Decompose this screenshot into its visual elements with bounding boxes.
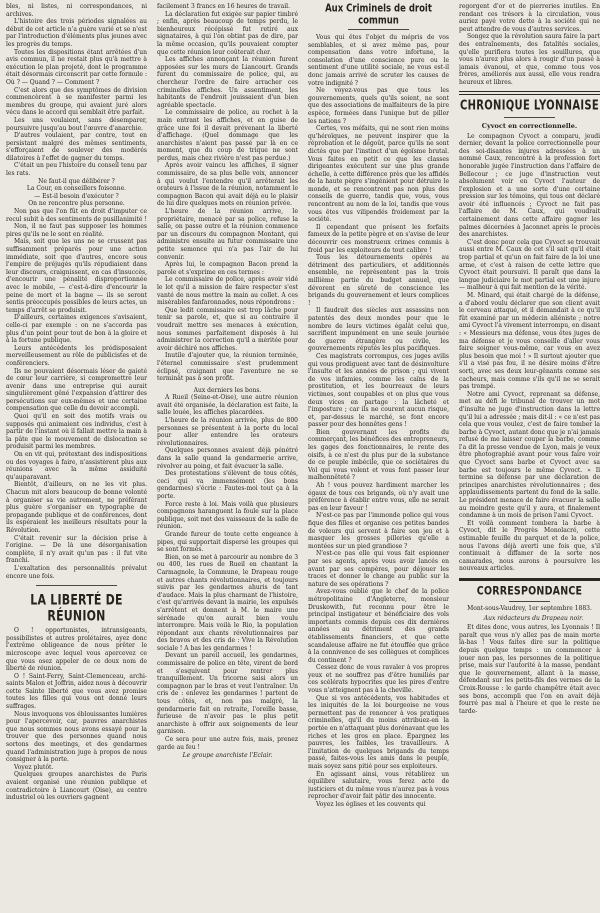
paragraph: Ils ne pouvaient désormais léser de gaieté de cœur leur carrière, si compromettre leur avenir dans une entreprise qui aurait singulièrement gêné l'expansion d'attirer des persécutions sur eux-mêmes et une certaine compensation que celle du devoir accompli. — [6, 367, 147, 413]
paragraph: Non pas que l'on fût en droit d'imputer ce recul subit à des sentiments de pusillanimité ! — [6, 208, 147, 223]
paragraph: Inutile d'ajouter que, la réunion terminée, l'éternel commissaire s'est prudemment éclipsé, craignant que l'aventure ne se terminât pas à son profit. — [157, 352, 298, 383]
paragraph: Ne voyez-vous pas que tous les gouvernements, quels qu'ils soient, ne sont que des associations de malfaiteurs de la pire espèce, formées dans l'unique but de piller les nations ? — [308, 87, 449, 125]
verse-line: On ne rencontre plus personne. — [28, 200, 125, 208]
paragraph: Grande fureur de toute cette engeance à pipes, qui supportait dispersé les groupes qui se sont formés. — [157, 530, 298, 554]
paragraph: L'heure de la réunion arrive, le propriétaire, menacé par sa police, refuse la salle, on passe outre et la réunion commence par un discours du compagnon Montant, qui administre ensuite au futur commissaire une petite semonce qui n'a pas l'air de lui convenir. — [157, 208, 298, 261]
section-heading: CHRONIQUE LYONNAISE — [459, 98, 600, 114]
paragraph: C'était un peu l'histoire du conseil tenu par les rats. — [6, 162, 147, 178]
paragraph: L'heure de la réunion arrivée, plus de 800 personnes se présentent à la porte du local pour aller entendre les orateurs révolutionnaires. — [157, 417, 298, 447]
paragraph: Bien, on se met à parcourir au nombre de 3 ou 400, les rues de Rueil en chantant la Carmagnole, la Commune, le Drapeau rouge et autres chants révolutionnaires, et toujours suivis par les gendarmes ahuris de tant d'audace. Mais la plus charmant de l'histoire, c'est qu'arrivés devant la mairie, les expulsés s'arrêtent et donnent à M. le maire une sérénade qu'on aurait bien voulu interrompre. Mais voilà le Rio, la population répondant aux chants révolutionnaires par des bravos et des cris de : Vive la Révolution sociale ! A bas les gendarmes ! — [157, 553, 298, 652]
salutation: Aux rédacteurs du Drapeau noir. — [483, 614, 584, 622]
paragraph: Leurs antécédents les prédisposaient merveilleusement au rôle de publicistes et de conférenciers. — [6, 344, 147, 367]
column-1 — [6, 3, 147, 913]
paragraph: O ! opportunistes, intransigeants, possibilistes et autres prolétaires, ayez donc l'extrême obligeance de nous prêter le microscope avec lequel vous apercevez ce que vous osez appeler de ce doux nom de liberté de réunion. — [6, 627, 147, 673]
divider — [348, 29, 409, 30]
paragraph: Bien gouvernant les profits du commerçant, les bénéfices des entrepreneurs, les gages des fonctionnaires, le rente des oisifs, à ce n'est du plus pur de la substance de ce peuple imbécile, que ce sociétaires du Vol qui vous volent et vous font passer leur malhonnêteté ? — [308, 428, 449, 482]
paragraph: Nous invoquons vos éblouissantes lumières pour l'apercevoir, car, pauvres anarchistes que nous sommes nous avons essayé pour la trouver que des personnes quand nous sortons des meetings, et des gendarmes quand l'administration juge à propos de nous consigner à la porte. — [6, 710, 147, 764]
divider — [459, 578, 600, 581]
column-3 — [308, 3, 449, 913]
paragraph: A Rueil (Seine-et-Oise), une autre réunion avait été organisée, la déclaration est faite, la salle louée, les affiches placardées. — [157, 394, 298, 417]
paragraph: On en vit qui, prétextant des indispositions ou des voyages à faire, n'assistèrent plus aux réunions avec la même assiduité qu'auparavant. — [6, 451, 147, 481]
paragraph: Les affiches annonçant la réunion furent apposées sur les murs de Liancourt. Grands furent du commissaire de police, qui, au chercheur l'ordre de faire arracher ces criminelles affiches. Un assentiment, les habitants de l'endroit jouissaient d'un bien agréable spectacle. — [157, 56, 298, 109]
paragraph: Après avoir vaincu les affiches, il signer commissaire, de sa plus belle voix, annoncer à qui voulut l'entendre qu'il arrêterait les orateurs à l'issue de la réunion, notamment le compagnon Bacon qui avait déjà eu le plaisir de lui dire quelques mots en réunion privée. — [157, 162, 298, 208]
paragraph: Voyez les églises et les couvents qui — [316, 800, 426, 808]
paragraph: Le commissaire de police, après avoir vidé le lot qu'il a mission de faire respecter s'est vanté de nous mettre la main au collet. A ces misérables fanfaronnades, nous répondrons : — [157, 276, 298, 307]
paragraph: Des protestations s'élèvent de tous côtés, ceci qui va immensément (les bons gendarmes) s'écrie : Fautes-moi tout ça à la porte. — [157, 470, 298, 500]
divider — [459, 91, 600, 95]
paragraph: Et dites donc, vous autres, les Lyonnais ! Il paraît que vous n'y allez pas de main morte là-bas ! Vous faites dire sur la politique depuis quelque temps : un commencer à jouer non pas, les personnes de la politique prise, mais sur l'autorité à la masse, pendant que le gouvernement, allant à la masse, défendant sur les petits-fils des vermes de la Croix-Rousse : le garde champêtre était avec ses bons, accompli que l'on en avait déjà fourré pas mal à l'heure et que le reste ne tarde- — [459, 624, 600, 715]
paragraph: L'histoire des trois périodes signalées au début de cet article n'a guère varié et se n'est par l'introduction d'éléments plus jeunes avec les progrès du temps. — [6, 18, 147, 48]
paragraph: Les uns voulaient, sans désemparer, poursuivre jusqu'au bout l'œuvre d'anarchie. — [6, 116, 147, 132]
section-heading: CORRESPONDANCE — [476, 584, 583, 599]
paragraph: Il faudrait des siècles aux assassins non patentés des deux mondes pour que le nombre de leurs victimes égalât celui que, sacrifient impunément en une seule journée de guerre étrangère ou civile, les gouvernements réputés les plus pacifiques. — [308, 307, 449, 353]
paragraph: Quoi qu'il en soit des motifs vrais ou supposés qui animaient ces individus, c'est à partir de l'instant où il fallait mettre la main à la pâte que le mouvement de dislocation se produisit parmi les membres. — [6, 413, 147, 451]
article-subheading: Cyvoct en correctionnelle. — [481, 121, 578, 130]
paragraph: regorgent d'or et de pierreries inutiles. En rendant ces trésors à la circulation, vous auriez payé votre dette à la société qui ne peut attendre de vous d'autres services. — [459, 3, 600, 33]
paragraph: Le commissaire de police, au rochet à la main entrant les affiches, et en guise de grâce une foi il devait prévenant la liberté d'affichage. (Quel dommage que les anarchistes n'aient pas passé par là en ce moment, que du coup de trique ne sont perdus, mais chez rivière n'est pas perdue.) — [157, 109, 298, 162]
paragraph: Que ledit commissaire est trop lâche pour tenir sa parole, et, que si au contraire il voudrait mettre ses menaces à exécution, nous sommes parfaitement disposés à lui administrer la correction qu'il a méritée pour avoir déchiré nos affiches. — [157, 306, 298, 352]
paragraph: N'est-ce pas par l'immonde police qui vous fique des filles et organise ces petites bandes de voleurs qui servent à faire son jeu et à masquer les grosses pilleries qu'elle a montées sur un pied grandiose ? — [308, 512, 449, 550]
paragraph: Force reste à loi. Mais voilà que plusieurs compagnons haranguent la foule sur la place publique, soit met des vaisseaux de la salle de réunion. — [157, 500, 298, 531]
paragraph: Ce sera pour une autre fois, mais, prenez garde au feu ! — [157, 736, 298, 751]
paragraph: En agissant ainsi, vous rétablirez un équilibre salutaire, vous ferez acte de justiciers et du même vous n'aurez pas à vous reprocher d'avoir fait pâtir des innocente. — [308, 770, 449, 801]
paragraph: Voyez plutôt. — [14, 763, 54, 771]
paragraph: Quelques personnes avaient déjà pénétré dans la salle quand la gendarmerie arrive, révolver au poing, et fait évacuer la salle. — [157, 447, 298, 470]
section-intro: Aux derniers les bons. — [193, 386, 262, 394]
paragraph: D'ailleurs, certaines exigences s'avisaient, celle-ci par exemple : on ne s'accorda pas plus d'un point pour tout de bon à la gloire et à la fortune publique. — [6, 314, 147, 345]
paragraph: C'est alors que des symptômes de division commencèrent à se manifester parmi les membres du groupe, qui avaient juré alors vécu dans le accord qui semblait être parfait. — [6, 86, 147, 117]
signature: Le groupe anarchiste l'Eclair. — [182, 752, 273, 760]
column-2 — [157, 3, 298, 913]
paragraph: Que si vos antécédents, vos habitudes et les iniquités de la loi bourgeoise ne vous permettent pas de renoncer à vos pratiques criminelles, qu'il du moins attribuez-en la portée en n'attaquant plus dorénavant que les riches et les gros en place. Épargnez les pauvres, les faibles, les travailleurs. A l'imitation de quelques brigands du temps passé, faites-vous les amis dans le peuple, mais soyez sans pitié pour ses exploiteurs. — [308, 694, 449, 770]
paragraph: Devant un pareil accueil, les gendarmes, commissaire de police en tête, virent de bord et s'esquivent pour rentrer plus tranquillement. Un tricorne saisi alors un compagnon par le bras et veut l'entraîner. Un cris de : enlevez les gendarmes ! partent de tous côtés, et, non pas malgré, la gendarmerie fait en retraite, l'oreille basse, furieuse de n'avoir pas le plus petit anarchiste à offrir aux soignements de leur garnison. — [157, 652, 298, 736]
paragraph: Quelques groupes anarchistes de Paris avaient organisé une réunion publique et contradictoire à Liancourt (Oise), au centre industriel où les ouvriers gagnent — [6, 771, 147, 802]
paragraph: L'exaltation des personnalités prévalut encore une fois. — [6, 564, 147, 580]
paragraph: Cessez donc de vous ravaler à vos propres yeux et ne souffrez pas d'être humiliés par ces scélérats hypocrites que les pires d'entre vous n'atteignent pas à la cheville. — [308, 664, 449, 695]
paragraph: Notre ami Cyvoct, reprenant sa défense, met au défi le tribunal de trouver un mot d'insulte ne juge d'instruction dans la lettre qu'il lui a adressée ; mais dit-il : « ce n'est pas cela que vous voulez, c'est de faire tomber la barbe à Cyvoct, autant donc que je n'ai jamais refusé de me laisser couper la barbe, comme l'a dit la presse vendue de Lyon, mais je veux être photographié avant pour vous faire voir que Cyvoct sans barbe et Cyvoct avec sa barbe est toujours le même Cyvoct. » Il termine sa défense par une déclaration de principes anarchistes révolutionnaires ; des applaudissements partent du fond de la salle. Le président menace de faire évacuer la salle au moindre geste qu'il y aura, et finalement condamne à un mois de prison l'ami Cyvoct. — [459, 390, 600, 520]
article-heading: Aux Criminels de droit commun — [325, 3, 432, 27]
paragraph: N'est-ce pas elle qui vous fait espionner par ses agents, après vous avoir lancés en avant par ses compères, pour déjouer les traces et donner le change au public sur la nature de ses opérations ? — [308, 550, 449, 588]
paragraph: Après lui, le compagnon Bacon prend la parole et s'exprime en ces termes : — [157, 261, 298, 276]
paragraph: Tous les détournements opérés au détriment des particuliers, et additionnés ensemble, ne représentent pas la trois millième partie du budget annuel, que dévorent en sûreté de conscience les brigands du gouvernement et leurs complices ! — [308, 254, 449, 307]
paragraph: Vous qui êtes l'objet du mépris de vos semblables, et si avez même pas, pour compensation dans votre infortune, la consolation d'une conscience pure ou le sentiment d'une utilité sociale, ne vous est-il donc jamais arrivé de scruter les causes de votre indignité ? — [308, 34, 449, 87]
paragraph: O ! Saint-Ferry, Saint-Clemenceau, archi-saints Malon et Joffrin, aidez nous à découvrir cette Sainte liberté que vous avez promise toutes les filles qui vous ont donné leurs suffrages. — [6, 672, 147, 711]
paragraph: Mais, soit que les uns ne se crussent pas suffisamment préparés pour une action immédiate, soit que d'autres, encore sous l'empire de préjugés qu'ils répudiaient dans leur discours, craignissent, en cas d'insuccès, d'encourir une pénalité disproportionnée avec le mobile, — c'est-à-dire d'encourir la peine de mort et la bagne — ils se seront sentis préoccupés possibles de leurs actes, un temps d'arrêt se produisit. — [6, 238, 147, 314]
divider — [504, 117, 555, 118]
divider — [509, 601, 550, 602]
paragraph: Avez-vous oublié que le chef de la police métropolitaine d'Angleterre, monsieur Druskowith, fut reconnu pour être le principal instigateur et bénéficiaire des vols importants commis depuis ces dix dernières années au détriment des grands établissements financiers, et que cette scandaleuse affaire ne fut étouffée que grâce à la connivence de ses collègues et complices du continent ? — [308, 588, 449, 664]
paragraph: M. Minard, qui était chargé de la défense, a d'abord voulu déclarer que son client avait le cerveau attaqué, et il demandait à ce qu'il fût examiné par un médecin aliéniste ; notre ami Cyvoct l'a vivement interrompu, en disant : « Messieurs ma défense, vous êtes juges de ma défense et je vous conseille d'aller vous faire soigner vous-même, car vous en avez plus besoin que moi ! » Il surtout ajouter que s'il a visé pas fou, il ne désire moins d'être sorti, avec ses deux leur-gênants comme ses cacheurs, mais comme s'ils qu'il ne se serait pas trompé. — [459, 292, 600, 391]
paragraph: facilement 3 francs en 16 heures de travail. — [157, 3, 290, 10]
paragraph: Non, il ne faut pas supposer les hommes pires qu'ils ne le sont en réalité. — [6, 223, 147, 238]
dateline: Mont-sous-Vaudrey, 1er septembre 1883. — [467, 604, 592, 612]
divider — [36, 585, 117, 586]
paragraph: D'autres voulaient, par contre, tout en persistant malgré des mêmes sentiments, s'efforçaient de soulever des modérés dilatoires à l'effet de gagner du temps. — [6, 132, 147, 162]
column-4 — [459, 3, 600, 913]
paragraph: Ces magistrats corrompus, ces juges avilis qui vous prodiguent avec tant de désinvolture l'insulte et les années de prison ; qui vivent de vos infamies, comme les caïns de la prostitution, et les bourreaux de leurs victimes, sont coupables et on plus que vous deux vices en partage : la lâcheté et l'imposture ; car ils ne courent aucun risque, et, par-dessus le marché, se font encore passer pour des honnêtes gens ! — [308, 352, 449, 429]
paragraph: C'était revenir sur la décision prise à l'origine. — De là une désorganisation complète, il n'y avait qu'un pas : il fut vite franchi. — [6, 534, 147, 565]
paragraph: Toutes les dispositions étant arrêtées d'un avis commun, il ne restait plus qu'à mettre à exécution le plan projeté, dont le programme était désormais circonscrit par cette formule : Où ? — Quand ? — Comment ? — [6, 48, 147, 86]
verse-line: Ne faut-il que délibérer ? — [38, 177, 115, 185]
paragraph: Bientôt, d'ailleurs, on ne les vit plus. Chacun mit alors beaucoup de bonne volonté à organiser sa vie autrement, ne préférant plus guère s'organiser en typographe de propagande publique et de conférences, dont ils espéraient les meilleurs résultats pour la Révolution. — [6, 481, 147, 534]
verse-line: La Cour, en conseillers foisonne. — [26, 185, 127, 193]
paragraph: Songez que la révolution saura faire la part des entraînements, des fatalités sociales, qu'elle purifiera toutes les souillures, que vous n'aurez plus alors à rougir d'un passé à jamais évanoui, et que, comme tous vos frères, améliorés aux aussi, elle vous rendra heureux et libres. — [459, 33, 600, 86]
paragraph: Certes, vos méfaits, qui ne sont rien moins qu'héroïques, ne peuvent inspirer que la réprobation et le dégoût, parce qu'ils ne sont dictés que par l'instinct d'un égoïsme brutal. Vous faites en petit ce que les classes dirigeantes exécutent sur une plus grande échelle, à cette différence près que les affidés de la haute pègre s'ingénient pour détruire le monde, et se rencontrent pas non plus des conseils de guerre, tandis que, vous, vous rencontrent au nom de la loi, tandis que vous vous êtes vus vilipendés froidement par la société. — [308, 125, 449, 224]
article-heading: LA LIBERTÉ DE RÉUNION — [30, 591, 123, 625]
paragraph: Le compagnon Cyvoct a comparu, jeudi dernier, devant la police correctionnelle pour des soi-disantes injures adressées à un nommé Caux, rencontré à la profession fort honorable jugée l'instruction dans l'affaire de Bellecour ; ce juge d'instruction veut absolument voir en Cyvoct l'auteur de l'explosion et a une sorte d'une certaine pression sur les témoins, qui tous ont déclaré avoir été influencés ; Cyvoct ne fait pas l'affaire de M. Caux, qui voudrait certainement dans cette affaire gagner les palmes décernées à Jaconnet après le procès des anarchistes. — [459, 132, 600, 239]
paragraph: La déclaration fut exigée sur papier timbré ; enfin, après beaucoup de temps perdu, le bienheureux récépissé fut retiré aux signataires, à qui l'on obtint pas de dire, par la même occasion, qu'ils pouvaient compter que cette réunion leur coûterait cher. — [157, 10, 298, 56]
paragraph: bles, ni listes, ni correspondances, ni archives. — [6, 3, 147, 18]
paragraph: Et voilà comment tombera la barbe à Cyvoct, dit le Progrès Monolacré, cette estimable feuille du parquet et de la police, nous l'avons déjà averti une fois que, s'il continuait à diffamer de la sorte nos camarades, nous aurons à poursuivre les nouveaux articles. — [459, 519, 600, 573]
paragraph: Ah ! vous pouvez hardiment marcher les égaux de tous ces brigands, où n'y avait une préférence à établir entre vous, elle ne serait pas en leur faveur ! — [308, 482, 449, 512]
paragraph: C'est donc pour cela que Cyvoct se trouvait aussi entre M. Caux de cet s'il sait qu'il était trop partial et qu'un on fait faire de la loi une arme, et c'est à raison de cette lettre que Cyvoct était poursuivi. Il paraît que dans la langue judiciaire le mot partial est une injure — malheur à qui fait mention de la vérité. — [459, 238, 600, 292]
verse-line: — Est-il besoin d'exécuter ? — [34, 192, 119, 200]
paragraph: Il cependant que présent les forfaits fameux de la petite pègre et en s'avise de leur découvrir ces monstrueux crimes commis à froid par les exploiteurs de tout calibre ! — [308, 223, 449, 254]
